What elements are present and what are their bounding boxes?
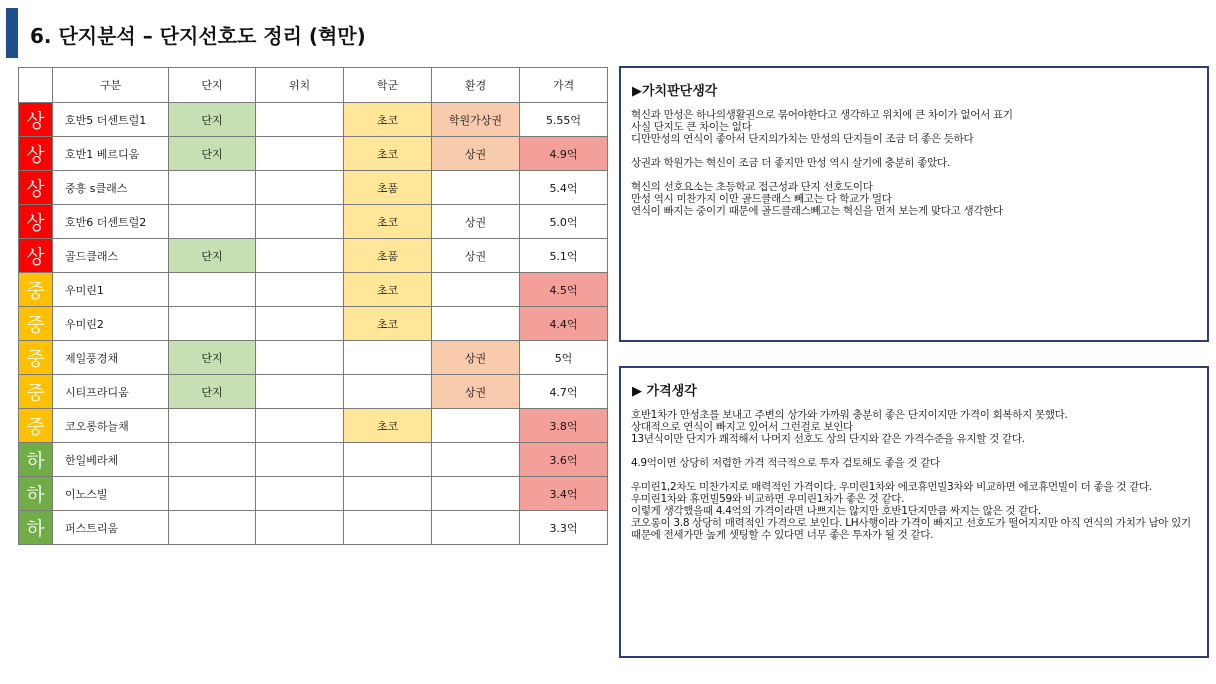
panel-text-line: 코오롱이 3.8 상당히 매력적인 가격으로 보인다. LH사행이라 가격이 빠지고 선호도가 떨어지지만 아직 연식의 가치가 남아 있기 때문에 전세가만 높게 셋팅할 수 있다면 너무 좋은 투자가 될 것 같다. — [631, 517, 1191, 541]
table-row — [19, 341, 608, 375]
price-thoughts-panel — [619, 366, 1209, 658]
panel-text-line: 만성 역시 미찬가지 이만 골드클래스 빼고는 다 학교가 멀다 — [631, 193, 892, 205]
complex-name-cell: 코오롱하늘채 — [53, 409, 169, 443]
grade-cell: 상 — [19, 103, 53, 137]
danji-cell — [169, 273, 256, 307]
price-cell: 5.4억 — [520, 171, 608, 205]
complex-name-cell: 호반5 더센트럴1 — [53, 103, 169, 137]
environment-cell — [432, 511, 520, 545]
environment-cell — [432, 273, 520, 307]
environment-cell: 학원가상권 — [432, 103, 520, 137]
school-cell: 초코 — [344, 103, 432, 137]
school-cell: 초코 — [344, 273, 432, 307]
price-cell: 3.4억 — [520, 477, 608, 511]
environment-cell: 상권 — [432, 375, 520, 409]
paragraph-gap — [631, 169, 1195, 181]
complex-name-cell: 이노스빌 — [53, 477, 169, 511]
paragraph-gap — [631, 469, 1195, 481]
price-cell: 4.7억 — [520, 375, 608, 409]
complex-name-cell: 제일풍경채 — [53, 341, 169, 375]
panel-text-line: 혁신의 선호요소는 초등학교 접근성과 단지 선호도이다 — [631, 181, 873, 193]
school-cell: 초코 — [344, 409, 432, 443]
panel-text-line: 상대적으로 연식이 빠지고 있어서 그런걸로 보인다 — [631, 421, 853, 433]
price-cell: 4.9억 — [520, 137, 608, 171]
value-judgement-heading: ▶가치판단생각 — [632, 84, 718, 99]
table-row — [19, 375, 608, 409]
table-row — [19, 307, 608, 341]
header-school: 학군 — [344, 68, 432, 103]
environment-cell — [432, 171, 520, 205]
paragraph-gap — [631, 445, 1195, 457]
location-cell — [256, 341, 344, 375]
header-environment: 환경 — [432, 68, 520, 103]
table-row — [19, 273, 608, 307]
table-row — [19, 511, 608, 545]
complex-name-cell: 퍼스트리움 — [53, 511, 169, 545]
location-cell — [256, 477, 344, 511]
complex-name-cell: 우미린1 — [53, 273, 169, 307]
grade-cell: 상 — [19, 171, 53, 205]
school-cell: 초코 — [344, 205, 432, 239]
danji-cell: 단지 — [169, 103, 256, 137]
location-cell — [256, 511, 344, 545]
panel-text-line: 우미린1차와 휴먼빌59와 비교하면 우미린1차가 좋은 것 같다. — [631, 493, 905, 505]
price-cell: 5억 — [520, 341, 608, 375]
price-cell: 5.55억 — [520, 103, 608, 137]
environment-cell — [432, 409, 520, 443]
table-row — [19, 171, 608, 205]
table-row — [19, 103, 608, 137]
danji-cell — [169, 205, 256, 239]
danji-cell: 단지 — [169, 341, 256, 375]
paragraph-gap — [631, 145, 1195, 157]
location-cell — [256, 205, 344, 239]
table-header-row — [19, 68, 608, 103]
panel-text-line: 이렇게 생각했을때 4.4억의 가격이라면 나쁘지는 않지만 호반1단지만큼 싸지는 않은 것 같다. — [631, 505, 1041, 517]
complex-preference-table — [18, 67, 608, 545]
grade-cell: 상 — [19, 205, 53, 239]
grade-cell: 중 — [19, 409, 53, 443]
school-cell: 초품 — [344, 239, 432, 273]
school-cell — [344, 341, 432, 375]
price-cell: 5.0억 — [520, 205, 608, 239]
panel-text-line: 우미린1,2차도 미찬가지로 매력적인 가격이다. 우미린1차와 에코휴먼빌3차와 비교하면 에코휴먼빌이 더 좋을 것 같다. — [631, 481, 1152, 493]
danji-cell — [169, 171, 256, 205]
danji-cell — [169, 409, 256, 443]
price-cell: 3.8억 — [520, 409, 608, 443]
grade-cell: 중 — [19, 273, 53, 307]
price-cell: 4.5억 — [520, 273, 608, 307]
title-accent-bar — [6, 8, 18, 58]
complex-name-cell: 호반1 베르디움 — [53, 137, 169, 171]
complex-name-cell: 중흥 s클래스 — [53, 171, 169, 205]
grade-cell: 중 — [19, 307, 53, 341]
table-row — [19, 239, 608, 273]
price-cell: 3.6억 — [520, 443, 608, 477]
location-cell — [256, 443, 344, 477]
table-row — [19, 477, 608, 511]
location-cell — [256, 137, 344, 171]
price-cell: 4.4억 — [520, 307, 608, 341]
grade-cell: 하 — [19, 511, 53, 545]
header-category: 구분 — [53, 68, 169, 103]
complex-name-cell: 한일베라체 — [53, 443, 169, 477]
grade-cell: 상 — [19, 239, 53, 273]
school-cell: 초품 — [344, 171, 432, 205]
danji-cell — [169, 477, 256, 511]
panel-text-line: 4.9억이면 상당히 저렴한 가격 적극적으로 투자 검토해도 좋을 것 같다 — [631, 457, 940, 469]
danji-cell — [169, 307, 256, 341]
danji-cell: 단지 — [169, 239, 256, 273]
environment-cell — [432, 443, 520, 477]
school-cell: 초코 — [344, 307, 432, 341]
location-cell — [256, 307, 344, 341]
grade-cell: 하 — [19, 443, 53, 477]
environment-cell: 상권 — [432, 205, 520, 239]
environment-cell: 상권 — [432, 341, 520, 375]
danji-cell — [169, 443, 256, 477]
school-cell: 초코 — [344, 137, 432, 171]
grade-cell: 중 — [19, 375, 53, 409]
table-row — [19, 137, 608, 171]
panel-text-line: 13년식이만 단지가 쾌적해서 나머지 선호도 상의 단지와 같은 가격수준을 유지할 것 같다. — [631, 433, 1025, 445]
header-danji: 단지 — [169, 68, 256, 103]
location-cell — [256, 239, 344, 273]
value-judgement-panel — [619, 66, 1209, 342]
grade-cell: 하 — [19, 477, 53, 511]
environment-cell: 상권 — [432, 137, 520, 171]
environment-cell — [432, 307, 520, 341]
environment-cell: 상권 — [432, 239, 520, 273]
environment-cell — [432, 477, 520, 511]
location-cell — [256, 409, 344, 443]
table-row — [19, 443, 608, 477]
complex-name-cell: 골드클래스 — [53, 239, 169, 273]
grade-cell: 상 — [19, 137, 53, 171]
price-cell: 3.3억 — [520, 511, 608, 545]
panel-text-line: 상권과 학원가는 혁신이 조금 더 좋지만 만성 역시 살기에 충분히 좋았다. — [631, 157, 950, 169]
school-cell — [344, 375, 432, 409]
panel-text-line: 사실 단지도 큰 차이는 없다 — [631, 121, 752, 133]
value-judgement-body — [631, 109, 1195, 217]
school-cell — [344, 443, 432, 477]
location-cell — [256, 375, 344, 409]
table-row — [19, 409, 608, 443]
panel-text-line: 혁신과 만성은 하나의생활권으로 묶어야한다고 생각하고 위치에 큰 차이가 없어서 표기 — [631, 109, 1013, 121]
danji-cell: 단지 — [169, 137, 256, 171]
danji-cell — [169, 511, 256, 545]
price-cell: 5.1억 — [520, 239, 608, 273]
complex-name-cell: 호반6 더센트럴2 — [53, 205, 169, 239]
header-location: 위치 — [256, 68, 344, 103]
complex-name-cell: 시티프라디움 — [53, 375, 169, 409]
price-thoughts-body — [631, 409, 1195, 541]
grade-cell: 중 — [19, 341, 53, 375]
location-cell — [256, 103, 344, 137]
header-price: 가격 — [520, 68, 608, 103]
location-cell — [256, 273, 344, 307]
table-row — [19, 205, 608, 239]
panel-text-line: 디만만성의 연식이 좋아서 단지의가치는 만성의 단지들이 조금 더 좋은 듯하다 — [631, 133, 974, 145]
school-cell — [344, 511, 432, 545]
header-grade — [19, 68, 53, 103]
page-title: 6. 단지분석 – 단지선호도 정리 (혁만) — [30, 24, 366, 48]
school-cell — [344, 477, 432, 511]
complex-name-cell: 우미린2 — [53, 307, 169, 341]
danji-cell: 단지 — [169, 375, 256, 409]
location-cell — [256, 171, 344, 205]
price-thoughts-heading: ▶ 가격생각 — [632, 384, 697, 399]
panel-text-line: 호반1차가 만성초를 보내고 주변의 상가와 가까워 충분히 좋은 단지이지만 가격이 회복하지 못했다. — [631, 409, 1068, 421]
panel-text-line: 연식이 빠지는 중이기 때문에 골드클래스빼고는 혁신을 먼저 보는게 맞다고 생각한다 — [631, 205, 1003, 217]
